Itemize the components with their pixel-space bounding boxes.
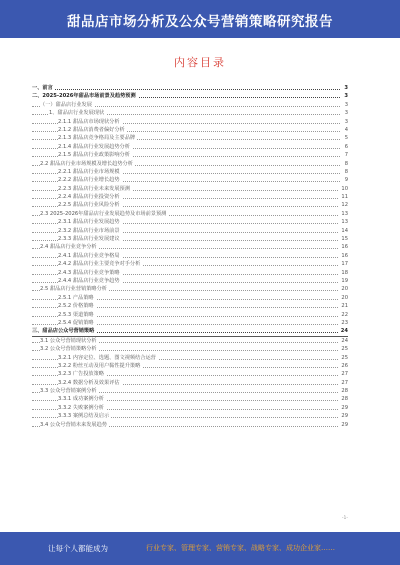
toc-entry-page: 22 bbox=[341, 311, 348, 318]
toc-entry-title: 二、2025-2026年甜品市场前景及趋势预测 bbox=[32, 93, 136, 100]
toc-entry[interactable] bbox=[32, 227, 348, 235]
toc-entry-page: 13 bbox=[341, 210, 348, 217]
toc-entry-title: 2.2.3 甜品店行业未来发展预测 bbox=[58, 185, 130, 192]
toc-entry[interactable] bbox=[32, 160, 348, 168]
table-of-contents bbox=[32, 84, 348, 429]
toc-heading: 内容目录 bbox=[174, 56, 226, 69]
toc-entry-page: 25 bbox=[341, 346, 348, 353]
toc-entry-title: 2.1.3 甜品店竞争格局及主要品牌 bbox=[58, 135, 136, 142]
toc-entry-page: 28 bbox=[341, 396, 348, 403]
toc-entry-title: 3.2.2 粉丝互动及用户黏性提升策略 bbox=[58, 362, 141, 369]
toc-entry-title: 3.2.3 广告投放策略 bbox=[58, 371, 104, 378]
toc-entry-title: 2.2.5 甜品店行业风险分析 bbox=[58, 202, 120, 209]
toc-entry-page: 23 bbox=[341, 319, 348, 326]
toc-entry-page: 19 bbox=[341, 277, 348, 284]
toc-entry-page: 20 bbox=[341, 294, 348, 301]
toc-entry-page: 11 bbox=[341, 194, 348, 201]
toc-entry-page: 8 bbox=[344, 160, 348, 167]
toc-entry-title: 一、前言 bbox=[32, 85, 53, 91]
toc-entry[interactable] bbox=[32, 201, 348, 209]
toc-entry-page: 18 bbox=[341, 269, 348, 276]
toc-entry-page: 17 bbox=[341, 261, 348, 268]
toc-entry-title: 2.1.5 甜品店行业政策影响分析 bbox=[58, 152, 130, 159]
toc-entry-title: 2.2.2 甜品店行业增长趋势 bbox=[58, 177, 120, 184]
toc-entry-title: 2.4 甜品店行业竞争分析 bbox=[40, 244, 97, 251]
toc-entry-page: 20 bbox=[341, 286, 348, 293]
footer-tagline: 行业专家、管理专家、营销专家、战略专家、成功企业家…… bbox=[146, 544, 335, 552]
toc-entry-page: 27 bbox=[341, 379, 348, 386]
toc-entry[interactable] bbox=[32, 143, 348, 151]
toc-entry-title: 2.1.1 甜品店市场现状分析 bbox=[58, 118, 120, 125]
toc-entry[interactable] bbox=[32, 210, 348, 218]
toc-entry-page: 27 bbox=[341, 371, 348, 378]
toc-entry-page: 13 bbox=[341, 219, 348, 226]
toc-entry-page: 9 bbox=[344, 177, 348, 184]
toc-entry[interactable] bbox=[32, 379, 348, 387]
toc-entry-page: 21 bbox=[341, 303, 348, 310]
toc-entry-page: 28 bbox=[341, 388, 348, 395]
toc-entry-title: 3.3.3 案例总结及启示 bbox=[58, 413, 110, 420]
toc-entry[interactable] bbox=[32, 404, 348, 412]
toc-entry-title: 3.1 公众号营销现状分析 bbox=[40, 337, 97, 344]
toc-entry[interactable] bbox=[32, 134, 348, 142]
toc-entry-page: 16 bbox=[341, 244, 348, 251]
toc-entry-page: 29 bbox=[341, 404, 348, 411]
toc-entry[interactable] bbox=[32, 345, 348, 353]
footer-banner bbox=[0, 532, 400, 565]
toc-entry[interactable] bbox=[32, 337, 348, 345]
toc-entry-page: 24 bbox=[341, 337, 348, 344]
toc-entry-page: 10 bbox=[341, 185, 348, 192]
toc-entry-page: 15 bbox=[341, 236, 348, 243]
toc-entry[interactable] bbox=[32, 193, 348, 201]
document-title: 甜品店市场分析及公众号营销策略研究报告 bbox=[67, 14, 333, 30]
toc-entry-title: 2.2 甜品店行业市场规模及增长趋势分析 bbox=[40, 160, 133, 167]
toc-entry-page: 3 bbox=[344, 118, 348, 125]
toc-entry-page: 3 bbox=[344, 110, 348, 117]
toc-entry-title: 2.3 2025-2026年甜品店行业发展趋势及市场前景预测 bbox=[40, 210, 167, 217]
toc-entry[interactable] bbox=[32, 269, 348, 277]
toc-entry-page: 7 bbox=[344, 152, 348, 159]
toc-entry-title: 3.3.1 成功案例分析 bbox=[58, 396, 104, 403]
toc-entry-page: 5 bbox=[344, 135, 348, 142]
toc-entry-title: 3.2.1 内容定位、选题、图文视频结合运营 bbox=[58, 354, 156, 361]
toc-entry[interactable] bbox=[32, 311, 348, 319]
toc-entry-title: 2.5 甜品店行业营销策略分析 bbox=[40, 286, 107, 293]
toc-entry[interactable] bbox=[32, 285, 348, 293]
toc-entry[interactable] bbox=[32, 412, 348, 420]
toc-entry[interactable] bbox=[32, 362, 348, 370]
toc-entry-title: 2.2.1 甜品店行业市场规模 bbox=[58, 168, 120, 175]
toc-entry[interactable] bbox=[32, 235, 348, 243]
toc-entry-page: 3 bbox=[344, 85, 348, 91]
toc-entry-title: 2.2.4 甜品店行业投资分析 bbox=[58, 194, 120, 201]
toc-entry-title: 2.1.2 甜品店消费者偏好分析 bbox=[58, 126, 125, 133]
header-banner bbox=[0, 0, 400, 38]
toc-entry[interactable] bbox=[32, 387, 348, 395]
toc-entry[interactable] bbox=[32, 243, 348, 251]
toc-entry[interactable] bbox=[32, 84, 348, 92]
toc-entry-page: 26 bbox=[341, 362, 348, 369]
toc-entry-title: 2.1.4 甜品店行业发展趋势分析 bbox=[58, 143, 130, 150]
toc-entry-title: 2.4.2 甜品店行业主要竞争对手分析 bbox=[58, 261, 141, 268]
toc-entry[interactable] bbox=[32, 319, 348, 327]
toc-entry[interactable] bbox=[32, 354, 348, 362]
toc-entry[interactable] bbox=[32, 260, 348, 268]
toc-entry[interactable] bbox=[32, 302, 348, 310]
toc-entry-page: 16 bbox=[341, 252, 348, 259]
toc-entry-title: 2.4.4 甜品店行业竞争趋势 bbox=[58, 277, 120, 284]
toc-entry-title: 3.4 公众号营销未来发展趋势 bbox=[40, 421, 107, 428]
toc-entry-page: 4 bbox=[344, 126, 348, 133]
page-number: -1- bbox=[341, 516, 348, 521]
toc-entry[interactable] bbox=[32, 327, 348, 336]
toc-entry[interactable] bbox=[32, 92, 348, 100]
toc-entry[interactable] bbox=[32, 294, 348, 302]
toc-entry[interactable] bbox=[32, 252, 348, 260]
toc-entry[interactable] bbox=[32, 118, 348, 126]
leader-dots bbox=[32, 89, 340, 90]
toc-entry-title: 2.3.1 甜品店行业发展趋势 bbox=[58, 219, 120, 226]
toc-entry-page: 3 bbox=[344, 93, 348, 100]
footer-slogan: 让每个人都能成为 bbox=[48, 544, 108, 553]
toc-entry-page: 25 bbox=[341, 354, 348, 361]
toc-entry-page: 29 bbox=[341, 421, 348, 428]
toc-entry-title: 2.4.1 甜品店行业竞争格局 bbox=[58, 252, 120, 259]
toc-entry-page: 8 bbox=[344, 168, 348, 175]
toc-entry[interactable] bbox=[32, 151, 348, 159]
toc-entry-title: 2.3.3 甜品店行业发展建议 bbox=[58, 236, 120, 243]
toc-entry[interactable] bbox=[32, 370, 348, 378]
toc-entry[interactable] bbox=[32, 421, 348, 429]
toc-entry-title: 3.2.4 数据分析及效果评估 bbox=[58, 379, 120, 386]
toc-entry-page: 14 bbox=[341, 227, 348, 234]
toc-entry-page: 3 bbox=[344, 101, 348, 108]
toc-entry-title: 3.2 公众号营销策略分析 bbox=[40, 346, 97, 353]
toc-entry-title: 2.4.3 甜品店行业竞争策略 bbox=[58, 269, 120, 276]
toc-entry[interactable] bbox=[32, 126, 348, 134]
toc-entry-page: 6 bbox=[344, 143, 348, 150]
toc-entry[interactable] bbox=[32, 109, 348, 117]
toc-entry[interactable] bbox=[32, 185, 348, 193]
toc-entry-title: 2.5.3 渠道策略 bbox=[58, 311, 94, 318]
toc-entry-page: 29 bbox=[341, 413, 348, 420]
toc-entry-title: 3.3 公众号营销案例分析 bbox=[40, 388, 97, 395]
toc-entry-title: 2.3.2 甜品店行业市场前景 bbox=[58, 227, 120, 234]
toc-entry-title: （一）甜品店行业发展 bbox=[40, 101, 92, 108]
toc-entry-title: 2.5.1 产品策略 bbox=[58, 294, 94, 301]
toc-entry-page: 12 bbox=[341, 202, 348, 209]
toc-entry-title: 2.5.4 促销策略 bbox=[58, 319, 94, 326]
toc-entry[interactable] bbox=[32, 395, 348, 403]
toc-entry[interactable] bbox=[32, 176, 348, 184]
toc-entry[interactable] bbox=[32, 218, 348, 226]
toc-entry-title: 3.3.2 失败案例分析 bbox=[58, 404, 104, 411]
toc-entry[interactable] bbox=[32, 168, 348, 176]
toc-entry-title: 三、甜品店公众号营销策略 bbox=[32, 328, 95, 335]
toc-entry-title: 2.5.2 价格策略 bbox=[58, 303, 94, 310]
toc-entry[interactable] bbox=[32, 277, 348, 285]
toc-entry-title: 1、甜品店行业发展现状 bbox=[49, 110, 105, 117]
toc-entry-page: 24 bbox=[340, 328, 348, 335]
toc-entry[interactable] bbox=[32, 101, 348, 109]
